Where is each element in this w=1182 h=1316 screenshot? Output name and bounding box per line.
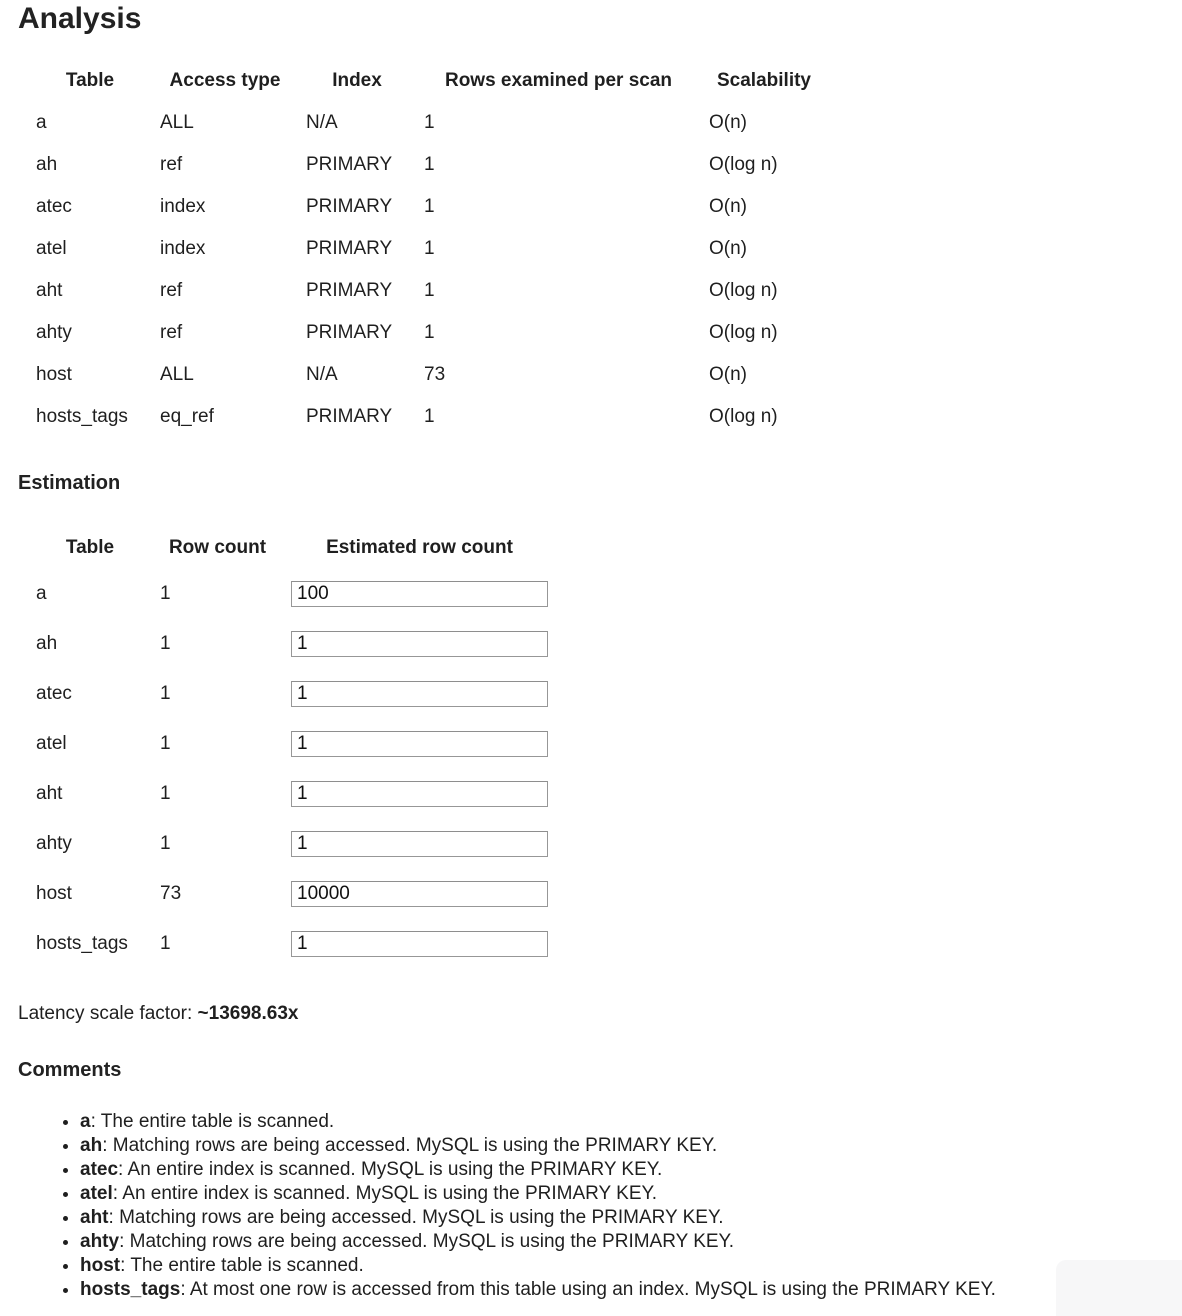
estimation-row [36,619,548,669]
estimation-cell-table: atel [36,733,67,754]
analysis-cell-scalability: O(n) [709,112,747,133]
estimation-cell-row-count: 1 [160,633,171,654]
comment-table-name: atel [80,1183,113,1204]
estimation-cell-estimated-row-count [291,719,548,769]
analysis-row [36,354,819,396]
latency-label: Latency scale factor: [18,1003,198,1024]
estimation-cell-row-count: 1 [160,933,171,954]
comment-separator: : [180,1279,190,1300]
analysis-table [20,60,835,438]
estimation-column-header: Table [65,537,115,558]
estimated-row-count-input[interactable] [291,681,548,707]
comment-item [80,1206,1182,1230]
analysis-cell-access-type: ALL [160,112,194,133]
analysis-cell-access-type: ALL [160,364,194,385]
estimation-cell-estimated-row-count [291,669,548,719]
estimation-cell-estimated-row-count [291,919,548,969]
comment-text: Matching rows are being accessed. MySQL is using the PRIMARY KEY. [119,1207,724,1228]
comment-separator: : [112,1183,123,1204]
estimated-row-count-input[interactable] [291,731,548,757]
analysis-column-header: Table [65,70,115,91]
estimation-cell-table: hosts_tags [36,933,128,954]
analysis-cell-index: PRIMARY [306,196,393,217]
comment-separator: : [119,1231,130,1252]
estimation-cell-row-count: 1 [160,733,171,754]
comment-text: Matching rows are being accessed. MySQL is using the PRIMARY KEY. [112,1135,718,1156]
analysis-cell-table: ahty [36,322,72,343]
analysis-row [36,396,819,438]
comment-separator: : [118,1159,128,1180]
comment-item [80,1254,1182,1278]
analysis-cell-access-type: ref [160,280,183,301]
analysis-cell-index: N/A [306,112,338,133]
comment-table-name: atec [80,1159,119,1180]
analysis-cell-access-type: ref [160,322,183,343]
analysis-cell-access-type: index [160,238,206,259]
estimation-cell-table: ahty [36,833,72,854]
estimated-row-count-input[interactable] [291,931,548,957]
comment-item [80,1230,1182,1254]
comment-table-name: a [80,1111,91,1132]
estimation-cell-row-count: 73 [160,883,182,904]
estimated-row-count-input[interactable] [291,631,548,657]
estimation-row [36,819,548,869]
analysis-cell-rows-examined: 1 [424,238,435,259]
analysis-row [36,270,819,312]
estimation-row [36,869,548,919]
analysis-cell-index: PRIMARY [306,406,393,427]
analysis-cell-rows-examined: 1 [424,406,435,427]
estimation-row [36,919,548,969]
analysis-cell-access-type: ref [160,154,183,175]
analysis-cell-rows-examined: 1 [424,112,435,133]
analysis-cell-index: PRIMARY [306,280,393,301]
comment-text: At most one row is accessed from this table using an index. MySQL is using the PRIMARY KEY. [189,1279,996,1300]
estimation-cell-table: ah [36,633,58,654]
analysis-cell-scalability: O(n) [709,196,747,217]
analysis-cell-access-type: index [160,196,206,217]
comment-item [80,1278,1182,1302]
analysis-header-row [36,60,819,102]
analysis-row [36,186,819,228]
latency-scale-factor [18,1003,1182,1025]
analysis-cell-index: PRIMARY [306,238,393,259]
estimation-column-header: Row count [168,537,267,558]
comment-separator: : [90,1111,101,1132]
estimation-cell-estimated-row-count [291,569,548,619]
comment-text: The entire table is scanned. [130,1255,364,1276]
analysis-cell-rows-examined: 1 [424,196,435,217]
analysis-cell-table: host [36,364,72,385]
analysis-cell-scalability: O(log n) [709,322,778,343]
analysis-cell-table: a [36,112,47,133]
estimation-cell-table: atec [36,683,72,704]
estimation-cell-estimated-row-count [291,819,548,869]
analysis-column-header: Scalability [717,70,811,91]
analysis-row [36,228,819,270]
analysis-cell-scalability: O(n) [709,364,747,385]
analysis-cell-access-type: eq_ref [160,406,214,427]
comment-table-name: aht [80,1207,109,1228]
estimation-row [36,569,548,619]
comment-table-name: hosts_tags [80,1279,181,1300]
analysis-cell-rows-examined: 1 [424,154,435,175]
comment-text: An entire index is scanned. MySQL is using the PRIMARY KEY. [127,1159,663,1180]
analysis-column-header: Rows examined per scan [444,70,673,91]
estimation-row [36,769,548,819]
estimation-cell-row-count: 1 [160,583,171,604]
analysis-cell-scalability: O(log n) [709,406,778,427]
analysis-column-header: Access type [169,70,281,91]
analysis-row [36,144,819,186]
estimation-cell-row-count: 1 [160,683,171,704]
analysis-cell-table: atel [36,238,67,259]
analysis-cell-index: N/A [306,364,338,385]
analysis-cell-scalability: O(n) [709,238,747,259]
estimation-row [36,669,548,719]
estimation-cell-table: a [36,583,47,604]
estimation-row [36,719,548,769]
analysis-cell-table: hosts_tags [36,406,128,427]
estimation-table [20,527,564,969]
comment-separator: : [108,1207,120,1228]
comment-separator: : [120,1255,131,1276]
estimated-row-count-input[interactable] [291,581,548,607]
analysis-row [36,312,819,354]
comment-item [80,1110,1182,1134]
comment-item [80,1158,1182,1182]
analysis-cell-scalability: O(log n) [709,154,778,175]
estimation-cell-table: aht [36,783,63,804]
estimation-header-row [36,527,548,569]
estimation-cell-estimated-row-count [291,619,548,669]
estimation-cell-estimated-row-count [291,769,548,819]
estimation-cell-table: host [36,883,72,904]
estimation-cell-row-count: 1 [160,833,171,854]
analysis-cell-table: aht [36,280,63,301]
comments-heading: Comments [18,1059,122,1081]
comment-item [80,1182,1182,1206]
analysis-cell-rows-examined: 1 [424,280,435,301]
comment-table-name: ah [80,1135,103,1156]
comment-text: Matching rows are being accessed. MySQL is using the PRIMARY KEY. [129,1231,735,1252]
analysis-cell-index: PRIMARY [306,322,393,343]
analysis-row [36,102,819,144]
estimation-heading: Estimation [18,472,121,494]
estimation-cell-estimated-row-count [291,869,548,919]
comment-separator: : [102,1135,113,1156]
analysis-cell-index: PRIMARY [306,154,393,175]
analysis-column-header: Index [332,70,382,91]
estimation-column-header: Estimated row count [326,537,513,558]
analysis-cell-table: ah [36,154,58,175]
comment-text: An entire index is scanned. MySQL is using the PRIMARY KEY. [122,1183,658,1204]
comment-item [80,1134,1182,1158]
analysis-cell-scalability: O(log n) [709,280,778,301]
comment-text: The entire table is scanned. [100,1111,335,1132]
estimated-row-count-input[interactable] [291,781,548,807]
estimation-cell-row-count: 1 [160,783,171,804]
page-title: Analysis [18,2,142,35]
analysis-cell-rows-examined: 73 [424,364,446,385]
latency-value: ~13698.63x [197,1003,299,1024]
estimated-row-count-input[interactable] [291,881,548,907]
comment-table-name: ahty [80,1231,120,1252]
analysis-cell-table: atec [36,196,72,217]
estimated-row-count-input[interactable] [291,831,548,857]
comment-table-name: host [80,1255,121,1276]
comments-list [18,1110,1182,1302]
analysis-cell-rows-examined: 1 [424,322,435,343]
